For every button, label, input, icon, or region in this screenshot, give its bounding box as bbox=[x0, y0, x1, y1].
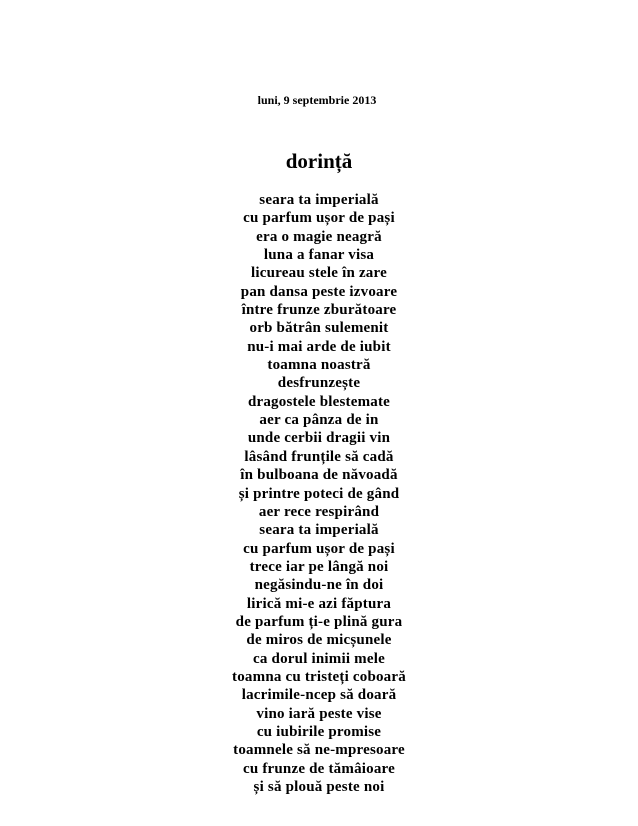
post-date: luni, 9 septembrie 2013 bbox=[257, 93, 377, 107]
poem-line: toamnele să ne-mpresoare bbox=[233, 742, 405, 759]
poem-line: cu parfum ușor de pași bbox=[243, 210, 395, 227]
poem-line: ca dorul inimii mele bbox=[253, 650, 385, 667]
poem-line: desfrunzește bbox=[277, 375, 361, 392]
poem-line: și printre poteci de gând bbox=[238, 485, 400, 502]
poem-line: lirică mi-e azi făptura bbox=[246, 595, 392, 612]
poem-line: toamna noastră bbox=[267, 357, 371, 374]
poem-line: seara ta imperială bbox=[259, 522, 379, 539]
poem-line: luna a fanar visa bbox=[263, 247, 375, 264]
poem-line: cu parfum ușor de pași bbox=[243, 540, 395, 557]
poem-line: cu frunze de tămâioare bbox=[242, 760, 395, 777]
poem-line: pan dansa peste izvoare bbox=[240, 283, 398, 300]
poem-line: nu-i mai arde de iubit bbox=[247, 338, 391, 355]
poem-line: toamna cu tristeți coboară bbox=[232, 668, 406, 685]
poem-title: dorință bbox=[285, 149, 353, 173]
poem-line: de parfum ți-e plină gura bbox=[235, 613, 403, 630]
poem-line: trece iar pe lângă noi bbox=[249, 558, 389, 575]
poem-line: lâsând frunțile să cadă bbox=[244, 448, 394, 465]
poem-line: vino iară peste vise bbox=[256, 705, 382, 722]
poem-line: era o magie neagră bbox=[256, 228, 382, 245]
poem-line: unde cerbii dragii vin bbox=[247, 430, 391, 447]
poem-line: negăsindu-ne în doi bbox=[254, 577, 384, 594]
poem-line: aer ca pânza de in bbox=[259, 412, 379, 429]
poem-line: și să plouă peste noi bbox=[253, 779, 385, 795]
poem-body bbox=[0, 191, 638, 796]
poem-line: seara ta imperială bbox=[259, 192, 379, 208]
poem-line: între frunze zburătoare bbox=[241, 302, 397, 319]
poem-line: aer rece respirând bbox=[258, 503, 380, 520]
poem-line: de miros de micșunele bbox=[246, 632, 392, 649]
poem-line: licureau stele în zare bbox=[251, 265, 387, 282]
poem-line: orb bătrân sulemenit bbox=[249, 320, 389, 337]
poem-line: cu iubirile promise bbox=[256, 723, 382, 740]
poem-line: dragostele blestemate bbox=[247, 393, 391, 410]
poem-line: lacrimile-ncep să doară bbox=[241, 687, 397, 704]
poem-line: în bulboana de năvoadă bbox=[240, 467, 398, 484]
